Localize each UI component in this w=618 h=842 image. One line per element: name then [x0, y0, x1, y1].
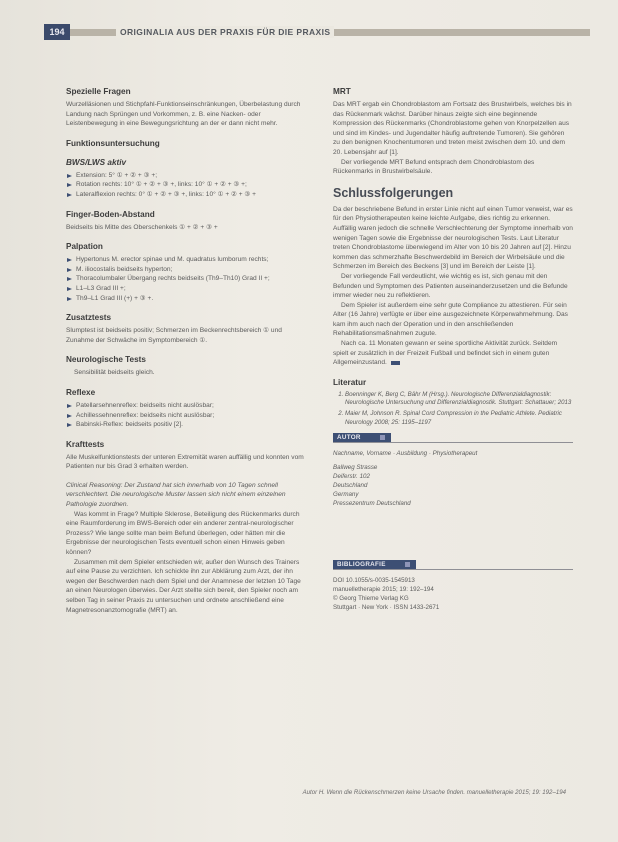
author-intro: Nachname, Vorname · Ausbildung · Physiotherapeut: [333, 450, 478, 458]
bws-list: [66, 171, 306, 200]
heading-neurologische-tests: Neurologische Tests: [66, 355, 146, 365]
heading-reflexe: Reflexe: [66, 387, 96, 397]
paragraph-text: Nach ca. 11 Monaten gewann er seine sportliche Aktivität zurück. Seitdem spielt er zusätzlich in der Freizeit Fußball und befindet sich in einem guten Allgemeinzustand.: [333, 340, 558, 367]
paragraph-mrt-2: Der vorliegende MRT Befund entsprach dem Chondroblastom des Rückenmarks in Brustwirbelsäule.: [333, 158, 535, 176]
author-tag: AUTOR: [333, 433, 391, 442]
list-item: Thoracolumbaler Übergang rechts beidseits (Th9–Th10) Grad II +;: [66, 274, 306, 284]
right-column: [333, 86, 573, 612]
heading-zusatztests: Zusatztests: [66, 313, 112, 323]
paragraph-body: [333, 339, 573, 368]
bibliography-line: Stuttgart · New York · ISSN 1433-2671: [333, 604, 440, 612]
left-column: [66, 86, 306, 615]
paragraph-neurologische-tests: Sensibilität beidseits gleich.: [74, 369, 155, 377]
reflexe-list: [66, 401, 306, 430]
end-of-article-icon: [391, 361, 400, 365]
list-item: Th9–L1 Grad III (+) + ③ +.: [66, 294, 306, 304]
paragraph-body: Da der beschriebene Befund in erster Linie nicht auf einen Tumor verweist, war es für den Physiotherapeuten keine leichte Aufgabe, dies richtig zu erkennen. Auffällig waren jedoch die schnelle Verschlechterung der Symptome innerhalb von wenigen Tagen sowie die Ergebnisse der neurologischen Tests. Laut Literatur treten Chondroblastome überwiegend im Alter von 10 bis 20 Jahren auf [2]. Hinzu kommen das schmerzhafte Beschwerdebild im Bereich der Wirbelsäule und die Schmerzen im Bereich des Beckens [3] und im Bereich der Leiste [1].: [333, 205, 573, 271]
author-line: Pressezentrum Deutschland: [333, 500, 411, 508]
paragraph-body: Was kommt in Frage? Multiple Sklerose, Beteiligung des Rückenmarks durch eine Raumforderung im BWS-Bereich oder ein anderer zentral-neurologischer Prozess? Wie lange sollte man beim Befund überlegen, oder hätten mir die Ergebnisse der neurologischen Tests eventuell schon einen Hinweis geben können?: [66, 510, 300, 557]
author-line: Deiferstr. 102: [333, 473, 370, 481]
paragraph-mrt: Das MRT ergab ein Chondroblastom am Fortsatz des Brustwirbels, welches bis in das Rückenmark wächst. Darüber hinaus zeigte sich eine beginnende Kompression des Rückenmarks (Chondroblastome gehen von Knorpelzellen aus und sind im Kindes- und Jugendalter häufig auftretende Tumoren). Sie gehören zu den benignen Knochentumoren und treten meist zwischen dem 10. und dem 20. Lebensjahr auf [1].: [333, 101, 572, 156]
bibliography-line: DOI 10.1055/s-0035-1545913: [333, 577, 415, 585]
section-title: ORIGINALIA AUS DER PRAXIS FÜR DIE PRAXIS: [116, 26, 334, 38]
heading-schlussfolgerungen: Schlussfolgerungen: [333, 185, 454, 200]
author-line: Deutschland: [333, 482, 368, 490]
paragraph-zusatztests: Slumptest ist beidseits positiv; Schmerzen im Beckenrechtsbereich ① und Zunahme der Schwäche im Symptombereich ①.: [66, 327, 282, 344]
bibliography-line: manuelletherapie 2015; 19: 192–194: [333, 586, 434, 594]
heading-finger-boden: Finger-Boden-Abstand: [66, 209, 155, 219]
list-item: Rotation rechts: 10° ① + ② + ③ +, links: 10° ① + ② + ③ +;: [66, 180, 306, 190]
paragraph-clinical-reasoning: Clinical Reasoning: Der Zustand hat sich innerhalb von 10 Tagen schnell verschlechtert. Die neurologische Muster lassen sich nicht einem einzelnen Pathologie zuordnen.: [66, 481, 286, 509]
list-item: Babinski-Reflex: beidseits positiv [2].: [66, 420, 306, 430]
list-item: Hypertonus M. erector spinae und M. quadratus lumborum rechts;: [66, 255, 306, 265]
author-line: Ballweg Strasse: [333, 464, 378, 472]
author-box-header: [333, 433, 573, 443]
list-item: Achillessehnenreflex: beidseits nicht auslösbar;: [66, 411, 306, 421]
bibliography-line: © Georg Thieme Verlag KG: [333, 595, 409, 603]
page-number: 194: [44, 24, 70, 40]
heading-spezielle-fragen: Spezielle Fragen: [66, 87, 131, 96]
list-item: Patellarsehnenreflex: beidseits nicht auslösbar;: [66, 401, 306, 411]
reference-item: 1. Boenninger K, Berg C, Bähr M (Hrsg.). Neurologische Differenzialdiagnostik: Neurologische Untersuchung und Differenzialdiagnostik. Stuttgart: Schattauer; 2013: [345, 391, 573, 408]
list-item: M. iliocostalis beidseits hyperton;: [66, 265, 306, 275]
list-item: L1–L3 Grad III +;: [66, 284, 306, 294]
paragraph-finger-boden: Beidseits bis Mitte des Oberschenkels ① + ② + ③ +: [66, 223, 218, 231]
palpation-list: [66, 255, 306, 303]
heading-krafttests: Krafttests: [66, 439, 105, 449]
paragraph-body: Zusammen mit dem Spieler entschieden wir, außer den Wunsch des Trainers auf eine Pause zu verzichten. Ich schickte ihn zur Abklärung zum Arzt, der ihn wegen der Beschwerden nach dem Spiel und der Anamnese der letzten 10 Tage an einen Neurologen überwies. Der Arzt stellte sich bereit, den Spieler noch am selben Tag in seiner Praxis zu untersuchen und ordnete anschließend eine Magnetresonanztomografie (MRT) an.: [66, 558, 301, 614]
list-item: Extension: 5° ① + ② + ③ +;: [66, 171, 306, 181]
heading-mrt: MRT: [333, 87, 351, 96]
author-line: Germany: [333, 491, 359, 499]
heading-literatur: Literatur: [333, 377, 367, 387]
heading-palpation: Palpation: [66, 242, 103, 252]
paragraph-spezielle-fragen: Wurzelläsionen und Stichpfahl-Funktionseinschränkungen, Überbelastung durch Landung nach Sprüngen und Vorkommen, z. B. eine Nacken- oder Leistenbewegung in eine Bewegungsrichtung an der er dann nicht mehr.: [66, 101, 301, 128]
literature-list: [333, 391, 573, 427]
heading-bws-lws: BWS/LWS aktiv: [66, 157, 127, 167]
paragraph-body: Der vorliegende Fall verdeutlicht, wie wichtig es ist, sich genau mit den Befunden und Symptomen des Patienten auseinanderzusetzen und die Befunde immer wieder neu zu reflektieren.: [333, 272, 568, 300]
footer-citation: Autor H. Wenn die Rückenschmerzen keine Ursache finden. manuelletherapie 2015; 19: 192–194: [302, 789, 566, 796]
reference-item: 2. Maier M, Johnson R. Spinal Cord Compression in the Pediatric Athlete. Pediatric Neurology 2008; 25: 1195–1197: [345, 410, 573, 427]
bibliography-tag: BIBLIOGRAFIE: [333, 560, 416, 569]
heading-funktionsuntersuchung: Funktionsuntersuchung: [66, 138, 160, 148]
paragraph-krafttests: Alle Muskelfunktionstests der unteren Extremität waren auffällig und konnten vom Patienten nur bis Grad 3 erhalten werden.: [66, 453, 304, 471]
bibliography-box-header: [333, 560, 573, 570]
list-item: Lateralflexion rechts: 0° ① + ② + ③ +, links: 10° ① + ② + ③ +: [66, 190, 306, 200]
paragraph-body: Dem Spieler ist außerdem eine sehr gute Compliance zu attestieren. Für sein Alter (16 Jahre) verfügte er über eine ausgezeichnete Körperwahrnehmung. Das kam ihm auch nach der Operation und in den anschließenden Rehabilitationsmaßnahmen zugute.: [333, 301, 568, 338]
